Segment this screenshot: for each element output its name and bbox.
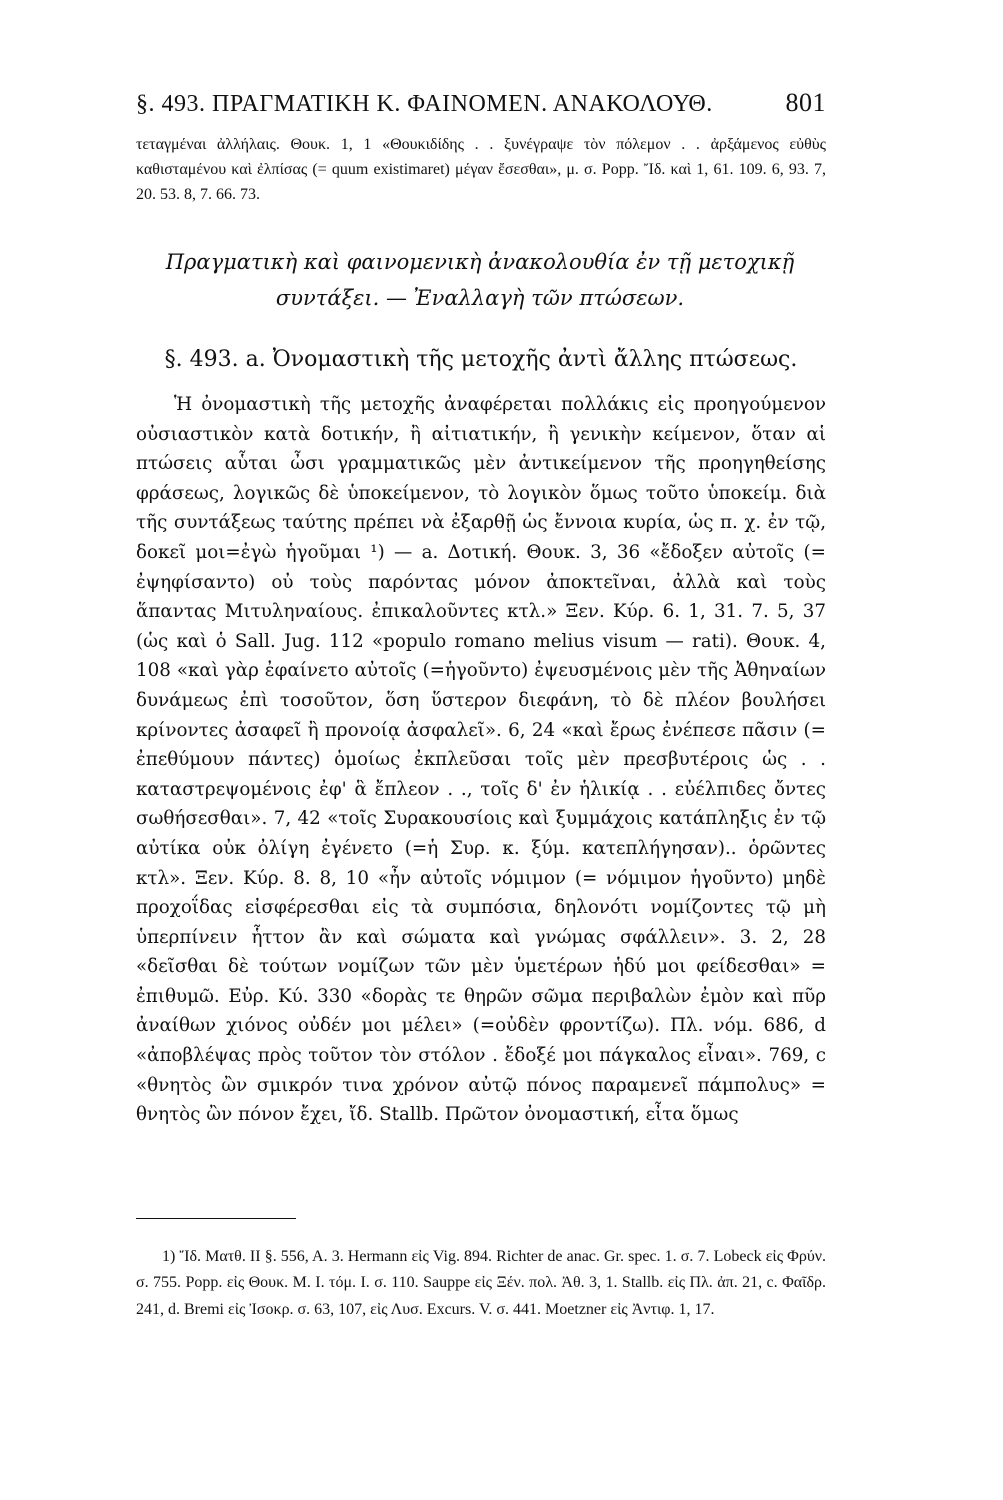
main-text [136,390,826,1500]
continued-text-block: τεταγμέναι ἀλλήλαις. Θουκ. 1, 1 «Θουκιδίδης . . ξυνέγραψε τὸν πόλεμον . . ἀρξάμενος εὐθὺς καθισταμένου καὶ ἐλπίσας (= quum existimaret) μέγαν ἔσεσθαι», μ. σ. Popp. Ἴδ. καὶ 1, 61. 109. 6, 93. 7, 20. 53. 8, 7. 66. 73. [136,136,827,203]
chapter-heading-line-2: συντάξει. — Ἐναλλαγὴ τῶν πτώσεων. [275,286,685,310]
page-number: 801 [785,88,826,117]
footnote-divider [136,1218,296,1219]
footnote-1: 1) Ἴδ. Ματθ. II §. 556, A. 3. Hermann εἰς Vig. 894. Richter de anac. Gr. spec. 1. σ. 7. Lobeck εἰς Φρύν. σ. 755. Popp. εἰς Θουκ. M. I. τόμ. I. σ. 110. Sauppe εἰς Ξέν. πολ. Ἀθ. 3, 1. Stallb. εἰς Πλ. ἀπ. 21, c. Φαῖδρ. 241, d. Bremi εἰς Ἰσοκρ. σ. 63, 107, εἰς Λυσ. Excurs. V. σ. 441. Moetzner εἰς Ἀντιφ. 1, 17. [136,1248,826,1318]
subsection-heading: §. 493. a. Ὀνομαστικὴ τῆς μετοχῆς ἀντὶ ἄλλης πτώσεως. [164,347,798,372]
running-head-title: §. 493. ΠΡΑΓΜΑΤΙΚΗ Κ. ΦΑΙΝΟΜΕΝ. ΑΝΑΚΟΛΟΥΘ. [136,91,713,117]
main-paragraph: Ἡ ὀνομαστικὴ τῆς μετοχῆς ἀναφέρεται πολλάκις εἰς προηγούμενον οὐσιαστικὸν κατὰ δοτικήν, ἢ αἰτιατικήν, ἢ γενικὴν κείμενον, ὅταν αἱ πτώσεις αὗται ὦσι γραμματικῶς μὲν ἀντικείμενον τῆς προηγηθείσης φράσεως, λογικῶς δὲ ὑποκείμενον, τὸ λογικὸν ὅμως τοῦτο ὑποκείμ. διὰ τῆς συντάξεως ταύτης πρέπει νὰ ἐξαρθῇ ὡς ἔννοια κυρία, ὡς π. χ. ἐν τῷ, δοκεῖ μοι=ἐγὼ ἡγοῦμαι ¹) — a. Δοτική. Θουκ. 3, 36 «ἔδοξεν αὐτοῖς (= ἐψηφίσαντο) οὐ τοὺς παρόντας μόνον ἀποκτεῖναι, ἀλλὰ καὶ τοὺς ἅπαντας Μιτυληναίους. ἐπικαλοῦντες κτλ.» Ξεν. Κύρ. 6. 1, 31. 7. 5, 37 (ὡς καὶ ὁ Sall. Jug. 112 «populo romano melius visum — rati). Θουκ. 4, 108 «καὶ γὰρ ἐφαίνετο αὐτοῖς (=ἡγοῦντο) ἐψευσμένοις μὲν τῆς Ἀθηναίων δυνάμεως ἐπὶ τοσοῦτον, ὅση ὕστερον διεφάνη, τὸ δὲ πλέον βουλήσει κρίνοντες ἀσαφεῖ ἢ προνοίᾳ ἀσφαλεῖ». 6, 24 «καὶ ἔρως ἐνέπεσε πᾶσιν (= ἐπεθύμουν πάντες) ὁμοίως ἐκπλεῦσαι τοῖς μὲν πρεσβυτέροις ὡς . . καταστρεψομένοις ἐφ' ἃ ἔπλεον . ., τοῖς δ' ἐν ἡλικίᾳ . . εὐέλπιδες ὄντες σωθήσεσθαι». 7, 42 «τοῖς Συρακουσίοις καὶ ξυμμάχοις κατάπληξις ἐν τῷ αὐτίκα οὐκ ὀλίγη ἐγένετο (=ἡ Συρ. κ. ξύμ. κατεπλήγησαν).. ὁρῶντες κτλ». Ξεν. Κύρ. 8. 8, 10 «ἦν αὐτοῖς νόμιμον (= νόμιμον ἡγοῦντο) μηδὲ προχοΐδας εἰσφέρεσθαι εἰς τὰ συμπόσια, δηλονότι νομίζοντες τῷ μὴ ὑπερπίνειν ἧττον ἂν καὶ σώματα καὶ γνώμας σφάλλειν». 3. 2, 28 «δεῖσθαι δὲ τούτων νομίζων τῶν μὲν ὑμετέρων ἡδύ μοι φείδεσθαι» = ἐπιθυμῶ. Εὐρ. Κύ. 330 «δορὰς τε θηρῶν σῶμα περιβαλὼν ἐμὸν καὶ πῦρ ἀναίθων χιόνος οὐδέν μοι μέλει» (=οὐδὲν φροντίζω). Πλ. νόμ. 686, d «ἀποβλέψας πρὸς τοῦτον τὸν στόλον . ἔδοξέ μοι πάγκαλος εἶναι». 769, c «θνητὸς ὢν σμικρόν τινα χρόνον αὐτῷ πόνος παραμενεῖ πάμπολυς» = θνητὸς ὢν πόνον ἔχει, ἴδ. Stallb. Πρῶτον ὀνομαστική, εἶτα ὅμως [136,394,826,1126]
chapter-heading [160,244,800,316]
chapter-heading-line-1: Πραγματικὴ καὶ φαινομενικὴ ἀνακολουθία ἐν τῇ μετοχικῇ [165,250,795,274]
footnotes [136,1244,826,1323]
running-head [136,88,826,122]
